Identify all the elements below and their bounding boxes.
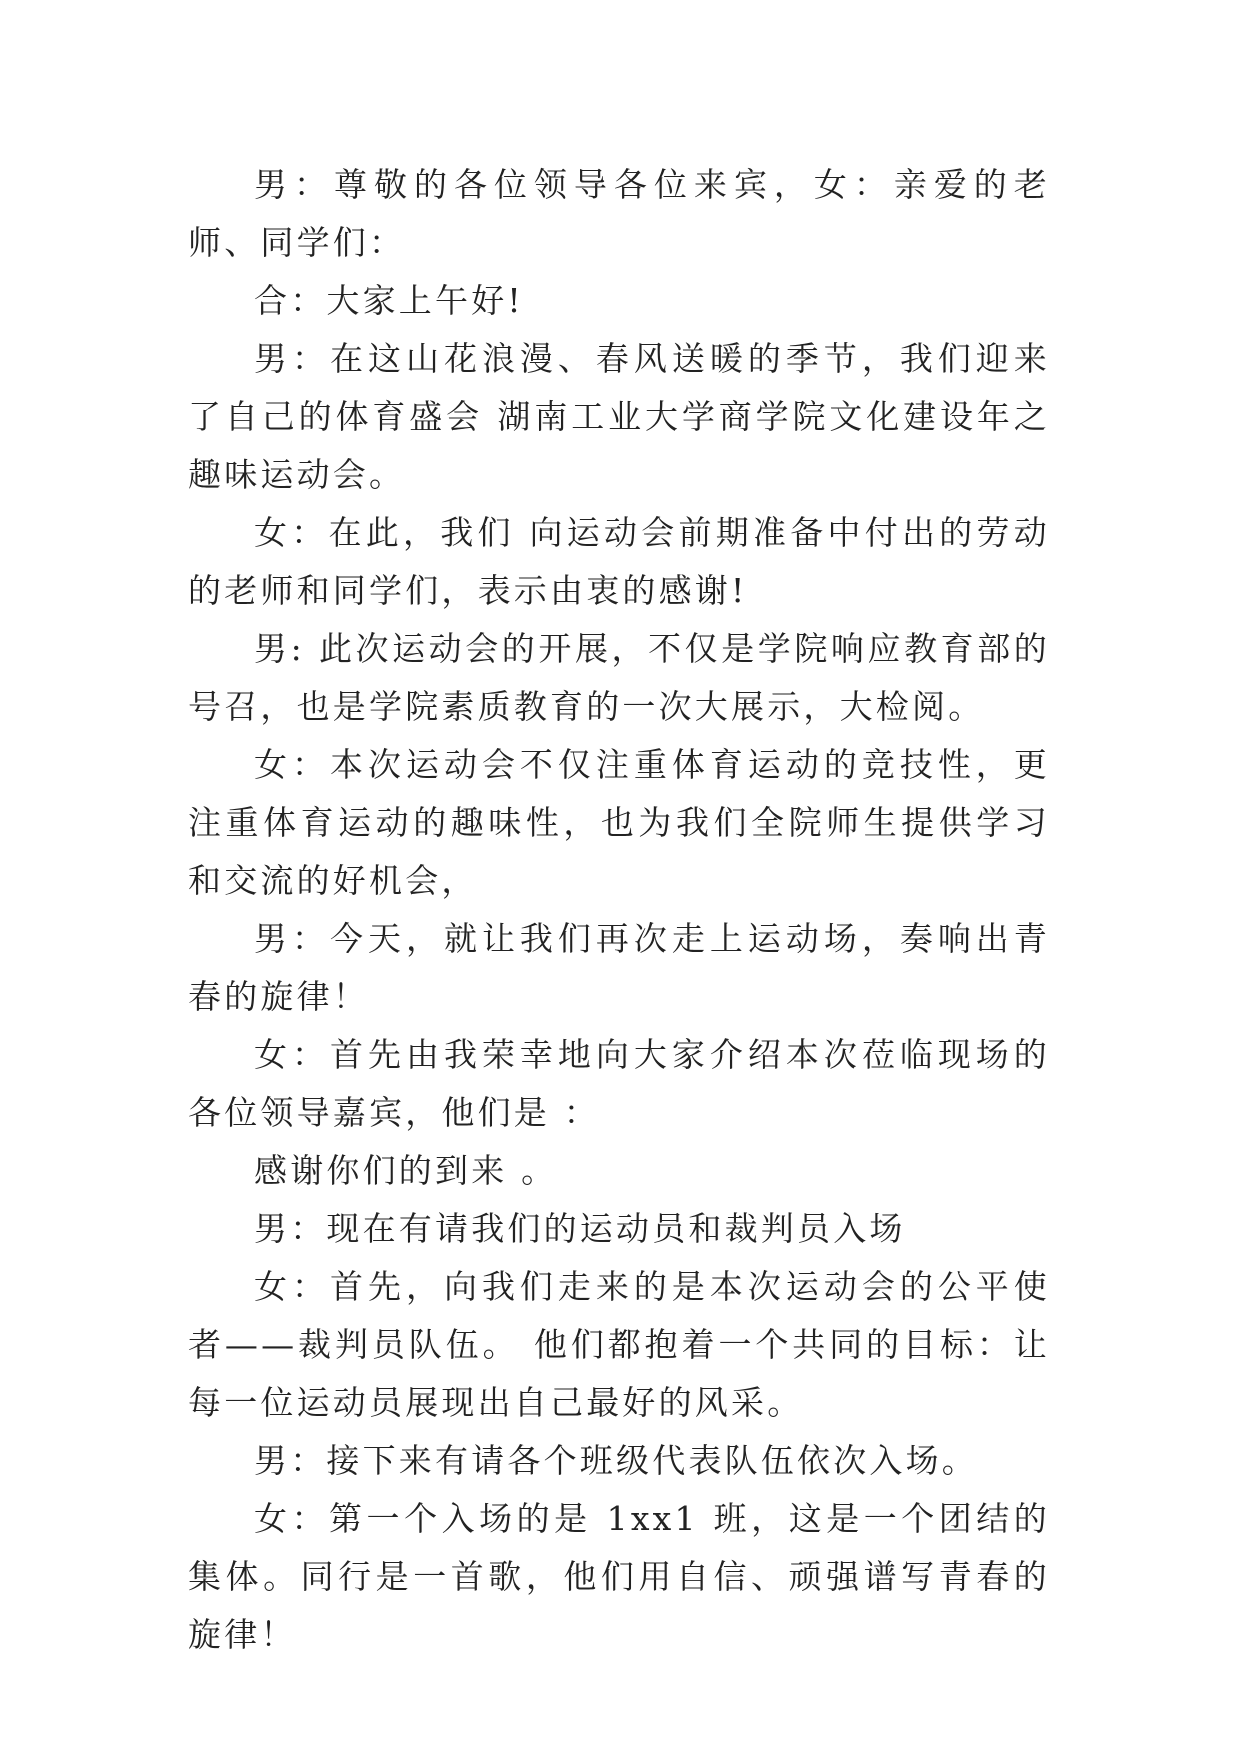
paragraph-3: 男：在这山花浪漫、春风送暖的季节，我们迎来了自己的体育盛会 湖南工业大学商学院文化建设年之趣味运动会。 bbox=[188, 339, 1050, 494]
paragraph-4: 女：在此，我们 向运动会前期准备中付出的劳动的老师和同学们，表示由衷的感谢! bbox=[188, 513, 1050, 610]
paragraph-7: 男：今天，就让我们再次走上运动场，奏响出青春的旋律！ bbox=[188, 919, 1050, 1016]
document-body bbox=[188, 156, 1050, 1664]
paragraph-2: 合：大家上午好! bbox=[254, 281, 524, 320]
paragraph-11: 女：首先，向我们走来的是本次运动会的公平使者——裁判员队伍。 他们都抱着一个共同的目标：让每一位运动员展现出自己最好的风采。 bbox=[188, 1267, 1050, 1422]
paragraph-10: 男：现在有请我们的运动员和裁判员入场 bbox=[254, 1209, 906, 1248]
paragraph-6: 女：本次运动会不仅注重体育运动的竞技性，更注重体育运动的趣味性，也为我们全院师生提供学习和交流的好机会， bbox=[188, 745, 1050, 900]
paragraph-9: 感谢你们的到来 。 bbox=[254, 1151, 558, 1190]
paragraph-1: 男：尊敬的各位领导各位来宾，女：亲爱的老师、同学们： bbox=[188, 165, 1050, 262]
paragraph-13: 女：第一个入场的是 1xx1 班，这是一个团结的集体。同行是一首歌，他们用自信、顽强谱写青春的旋律！ bbox=[188, 1499, 1050, 1654]
paragraph-12: 男：接下来有请各个班级代表队伍依次入场。 bbox=[254, 1441, 978, 1480]
paragraph-8: 女：首先由我荣幸地向大家介绍本次莅临现场的各位领导嘉宾，他们是 ： bbox=[188, 1035, 1050, 1132]
paragraph-5: 男: 此次运动会的开展，不仅是学院响应教育部的号召，也是学院素质教育的一次大展示，大检阅。 bbox=[188, 629, 1050, 726]
